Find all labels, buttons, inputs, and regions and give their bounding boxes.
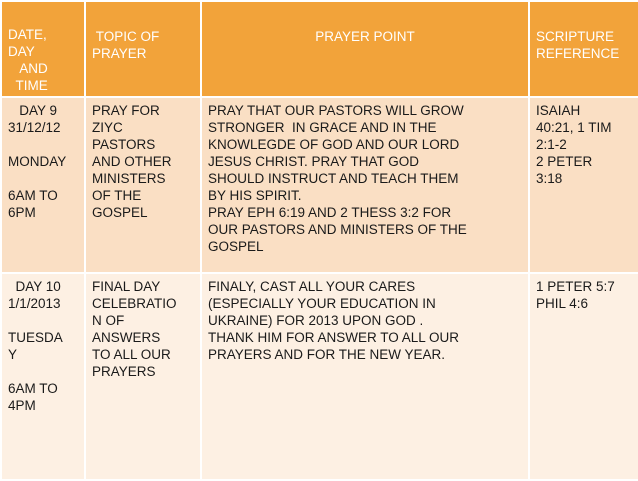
header-topic-of-prayer: TOPIC OF PRAYER [85,1,201,97]
cell-prayer-point: FINALY, CAST ALL YOUR CARES (ESPECIALLY YOUR EDUCATION IN UKRAINE) FOR 2013 UPON GOD . THANK HIM FOR ANSWER TO ALL OUR PRAYERS AND FOR THE NEW YEAR. [201,273,529,480]
header-date-day-time: DATE, DAY AND TIME [1,1,85,97]
cell-topic: FINAL DAY CELEBRATIO N OF ANSWERS TO ALL OUR PRAYERS [85,273,201,480]
table-header-row [1,1,638,97]
table-row [1,273,638,480]
table-row [1,97,638,273]
header-prayer-point: PRAYER POINT [201,1,529,97]
cell-date-day-time: DAY 10 1/1/2013 TUESDA Y 6AM TO 4PM [1,273,85,480]
header-scripture-reference: SCRIPTURE REFERENCE [529,1,638,97]
cell-scripture: ISAIAH 40:21, 1 TIM 2:1-2 2 PETER 3:18 [529,97,638,273]
cell-date-day-time: DAY 9 31/12/12 MONDAY 6AM TO 6PM [1,97,85,273]
cell-prayer-point: PRAY THAT OUR PASTORS WILL GROW STRONGER IN GRACE AND IN THE KNOWLEGDE OF GOD AND OUR LORD JESUS CHRIST. PRAY THAT GOD SHOULD INSTRUCT AND TEACH THEM BY HIS SPIRIT. PRAY EPH 6:19 AND 2 THESS 3:2 FOR OUR PASTORS AND MINISTERS OF THE GOSPEL [201,97,529,273]
cell-scripture: 1 PETER 5:7 PHIL 4:6 [529,273,638,480]
cell-topic: PRAY FOR ZIYC PASTORS AND OTHER MINISTERS OF THE GOSPEL [85,97,201,273]
